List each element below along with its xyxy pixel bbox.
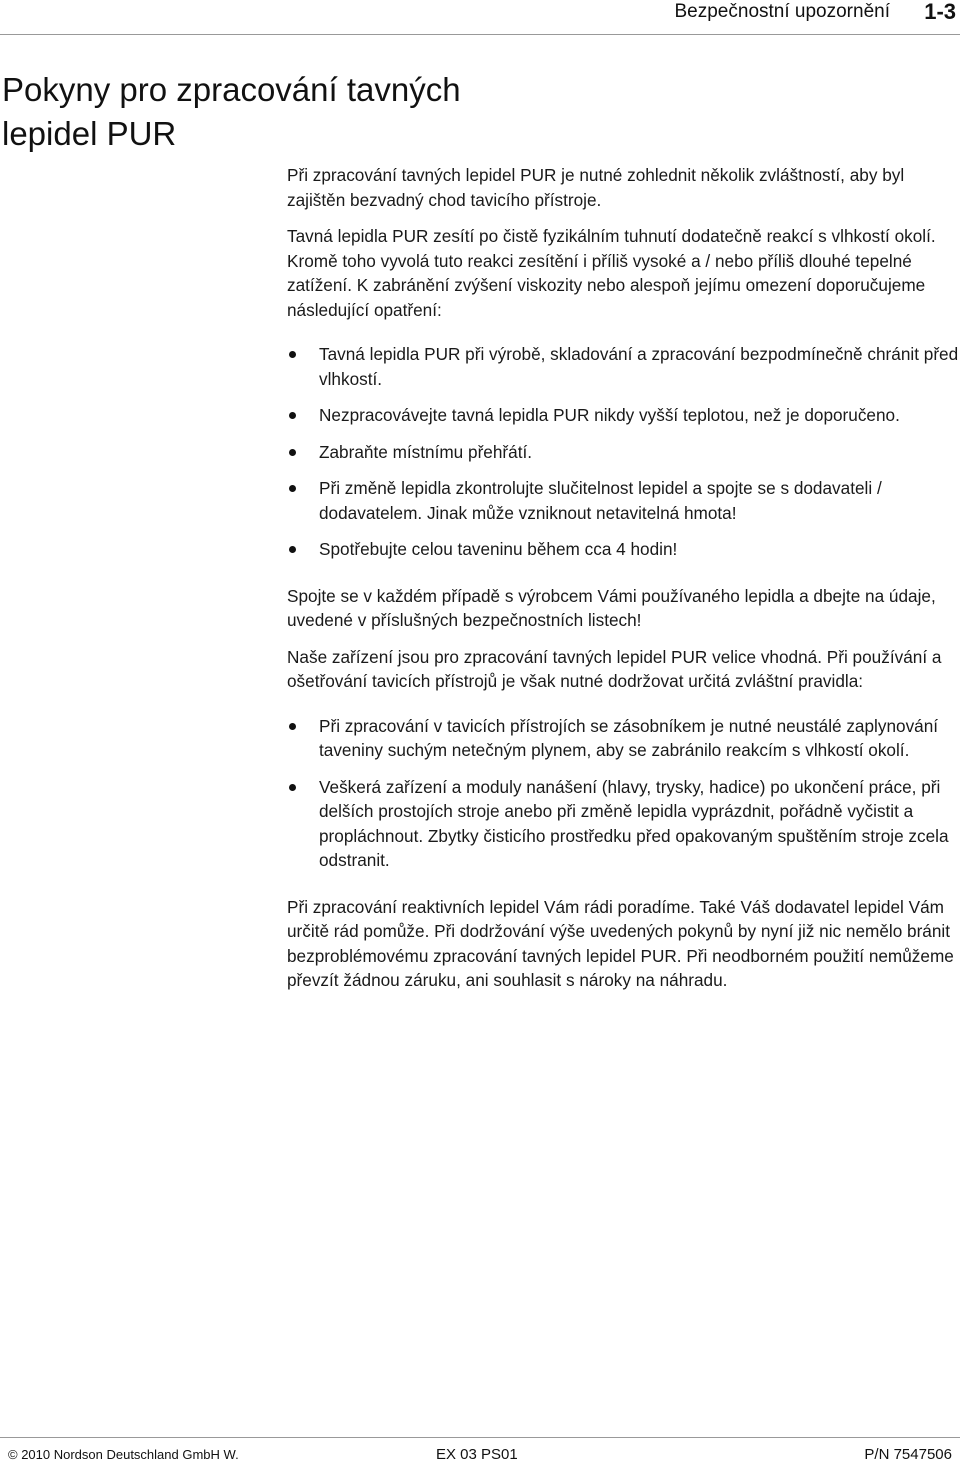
- bullet-icon: [289, 723, 296, 730]
- rules-list: [287, 714, 959, 873]
- list-item: [287, 775, 959, 873]
- list-item-text: Spotřebujte celou taveninu během cca 4 hodin!: [319, 539, 678, 559]
- bullet-icon: [289, 351, 296, 358]
- body-text: [287, 163, 959, 993]
- list-item: [287, 440, 959, 465]
- footer-part-number: P/N 7547506: [864, 1446, 952, 1463]
- list-item: [287, 537, 959, 562]
- list-item: [287, 714, 959, 763]
- page-footer: [0, 1437, 960, 1466]
- header-section-title: Bezpečnostní upozornění: [674, 1, 890, 22]
- page-header: [0, 0, 960, 35]
- list-item: [287, 342, 959, 391]
- measures-list: [287, 342, 959, 562]
- intro-paragraph: Při zpracování tavných lepidel PUR je nutné zohlednit několik zvláštností, aby byl zajištěn bezvadný chod tavicího přístroje.: [287, 165, 905, 210]
- list-item-text: Tavná lepidla PUR při výrobě, skladování a zpracování bezpodmínečně chránit před vlhkostí.: [319, 344, 959, 389]
- bullet-icon: [289, 546, 296, 553]
- bullet-icon: [289, 485, 296, 492]
- list-item-text: Veškerá zařízení a moduly nanášení (hlavy, trysky, hadice) po ukončení práce, při delších prostojích stroje anebo při změně lepidla vyprázdnit, pořádně vyčistit a propláchnout. Zbytky čisticího prostředku před opakovaným spuštěním stroje zcela odstranit.: [319, 776, 949, 870]
- list-item-text: Při zpracování v tavicích přístrojích se zásobníkem je nutné neustálé zaplynování taveniny suchým netečným plynem, aby se zabránilo reakcím s vlhkostí okolí.: [319, 715, 939, 760]
- list-item-text: Nezpracovávejte tavná lepidla PUR nikdy vyšší teplotou, než je doporučeno.: [319, 405, 900, 425]
- bullet-icon: [289, 449, 296, 456]
- list-item: [287, 403, 959, 428]
- page-title: Pokyny pro zpracování tavných lepidel PUR: [2, 71, 461, 152]
- list-item-text: Při změně lepidla zkontrolujte slučitelnost lepidel a spojte se s dodavateli / dodavatelem. Jinak může vzniknout netavitelná hmota!: [319, 478, 882, 523]
- middle-paragraph: Spojte se v každém případě s výrobcem Vámi používaného lepidla a dbejte na údaje, uvedené v příslušných bezpečnostních listech!: [287, 585, 936, 630]
- closing-paragraph: Při zpracování reaktivních lepidel Vám rádi poradíme. Také Váš dodavatel lepidel Vám určitě rád pomůže. Při dodržování výše uvedených pokynů by nyní již nic nemělo bránit bezproblémovému zpracování tavných lepidel PUR. Při neodborném použití nemůžeme převzít žádnou záruku, ani souhlasit s nároky na náhradu.: [287, 896, 954, 990]
- bullet-icon: [289, 784, 296, 791]
- intro-paragraph: Tavná lepidla PUR zesítí po čistě fyzikálním tuhnutí dodatečně reakcí s vlhkostí okolí. Kromě toho vyvolá tuto reakci zesítění i příliš vysoké a / nebo příliš dlouhé tepelné zatížení. K zabránění zvýšení viskozity nebo alespoň jejímu omezení doporučujeme následující opatření:: [287, 226, 936, 320]
- header-page-number: 1-3: [924, 0, 956, 24]
- bullet-icon: [289, 412, 296, 419]
- footer-copyright: © 2010 Nordson Deutschland GmbH W.: [8, 1447, 239, 1462]
- list-item: [287, 476, 959, 525]
- middle-paragraph: Naše zařízení jsou pro zpracování tavných lepidel PUR velice vhodná. Při používání a ošetřování tavicích přístrojů je však nutné dodržovat určitá zvláštní pravidla:: [287, 646, 942, 691]
- footer-doc-code: EX 03 PS01: [436, 1446, 518, 1463]
- list-item-text: Zabraňte místnímu přehřátí.: [319, 441, 533, 462]
